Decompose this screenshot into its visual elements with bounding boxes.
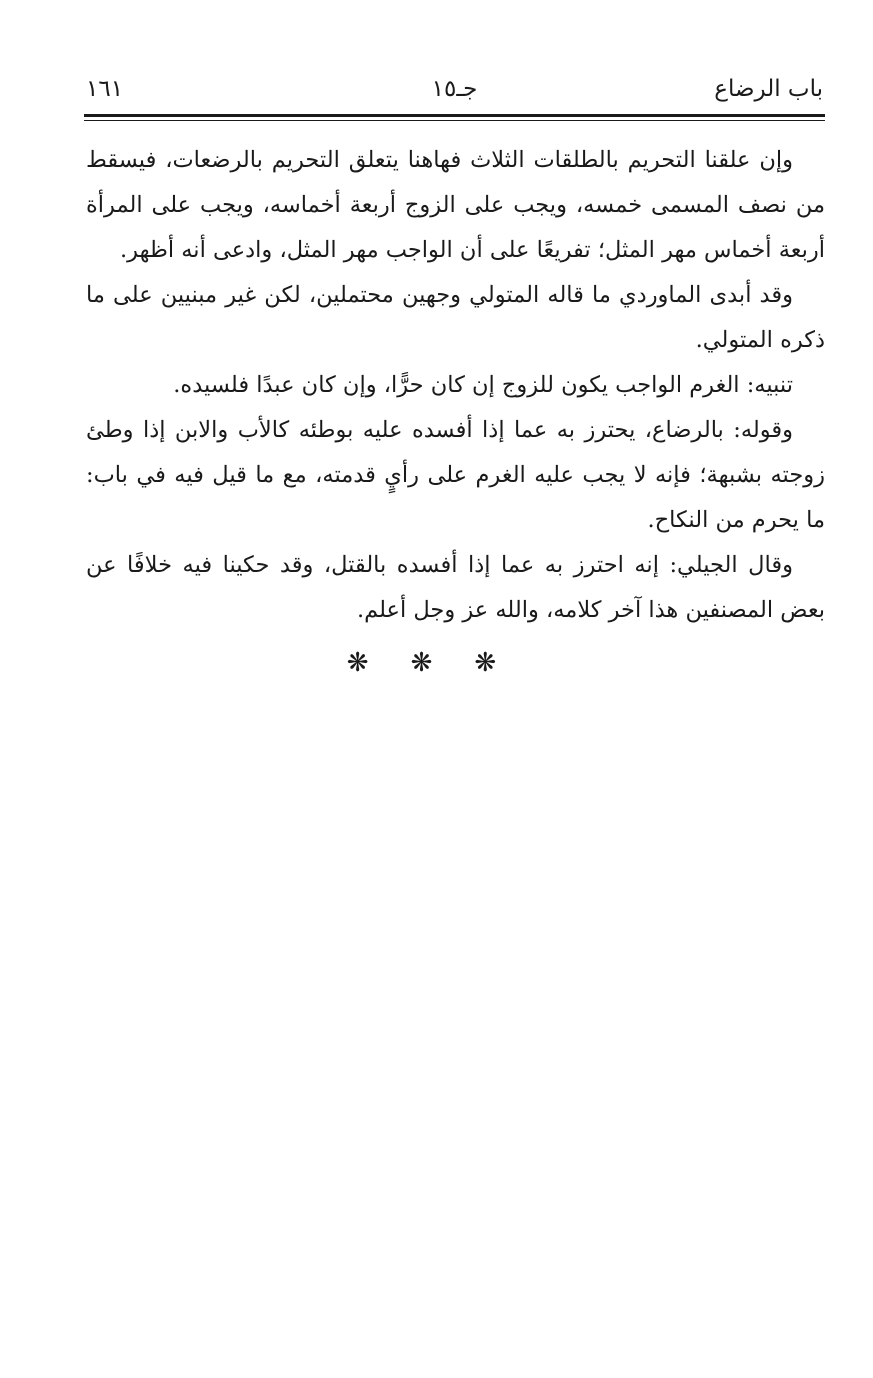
running-header bbox=[86, 72, 823, 112]
main-text bbox=[86, 138, 825, 633]
paragraph: وقوله: بالرضاع، يحترز به عما إذا أفسده عليه بوطئه كالأب والابن إذا وطئ زوجته بشبهة؛ فإنه لا يجب عليه الغرم على رأيٍ قدمته، مع ما قيل فيه في باب: ما يحرم من النكاح. bbox=[86, 417, 825, 533]
header-rule bbox=[84, 114, 825, 117]
paragraph: وإن علقنا التحريم بالطلقات الثلاث فهاهنا يتعلق التحريم بالرضعات، فيسقط من نصف المسمى خمسه، ويجب على الزوج أربعة أخماسه، ويجب على المرأة أربعة أخماس مهر المثل؛ تفريعًا على أن الواجب مهر المثل، وادعى أنه أظهر. bbox=[86, 147, 825, 263]
paragraph: تنبيه: الغرم الواجب يكون للزوج إن كان حرًّا، وإن كان عبدًا فلسيده. bbox=[173, 372, 793, 398]
paragraph: وقال الجيلي: إنه احترز به عما إذا أفسده بالقتل، وقد حكينا فيه خلافًا عن بعض المصنفين هذا آخر كلامه، والله عز وجل أعلم. bbox=[86, 552, 825, 623]
asterism-icon: ❋ bbox=[410, 648, 463, 678]
header-rule-thin bbox=[84, 120, 825, 121]
chapter-title: باب الرضاع bbox=[714, 76, 823, 102]
paragraph: وقد أبدى الماوردي ما قاله المتولي وجهين محتملين، لكن غير مبنيين على ما ذكره المتولي. bbox=[86, 282, 825, 353]
section-divider bbox=[0, 648, 873, 678]
volume-label: جـ١٥ bbox=[431, 76, 478, 102]
page-number: ١٦١ bbox=[86, 76, 124, 102]
asterism-icon: ❋ bbox=[474, 648, 527, 678]
asterism-icon: ❋ bbox=[346, 648, 399, 678]
